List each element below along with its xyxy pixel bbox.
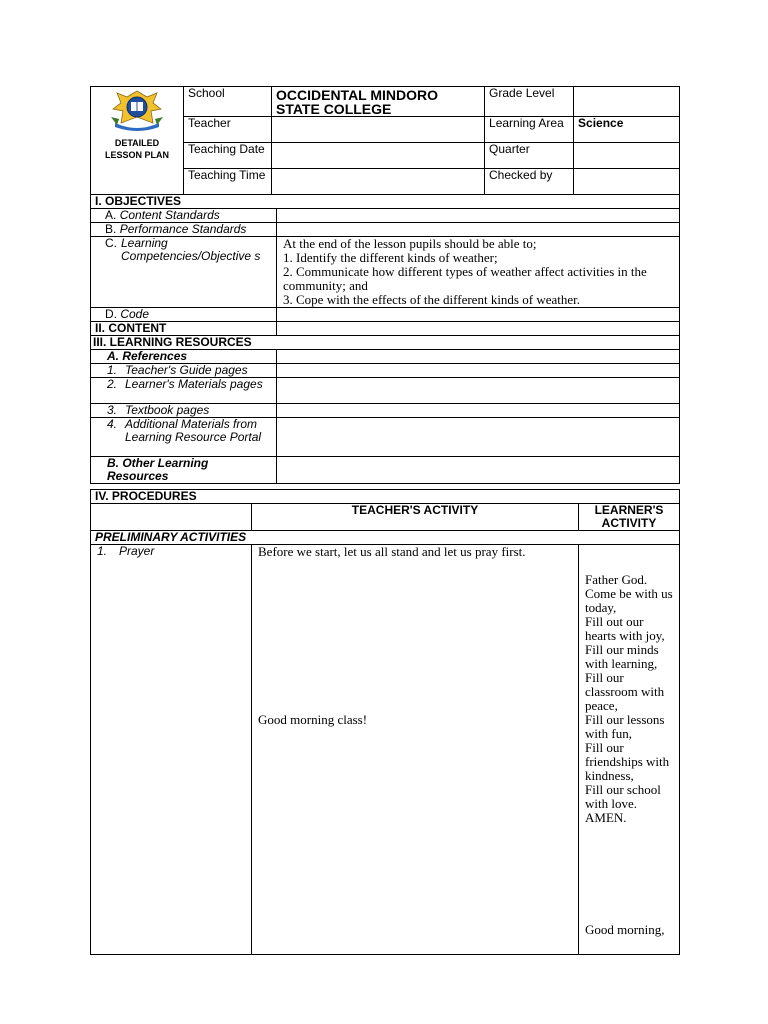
learning-competencies-label: [91, 237, 277, 308]
item-text: Textbook pages: [125, 403, 210, 417]
performance-standards-value[interactable]: [277, 223, 680, 237]
teachers-guide-label: [91, 364, 277, 378]
code-value[interactable]: [277, 308, 680, 322]
content-standards-label: [91, 209, 277, 223]
item-number: 1.: [107, 363, 118, 377]
teacher-prayer-instruction: Before we start, let us all stand and let us pray first.: [258, 544, 526, 559]
teachers-activity-cell: [252, 545, 579, 955]
item-text: Additional Materials from Learning Resource Portal: [125, 417, 262, 444]
references-value[interactable]: [277, 350, 680, 364]
learning-resources-heading: III. LEARNING RESOURCES: [91, 336, 680, 350]
teachers-activity-header: TEACHER'S ACTIVITY: [252, 504, 579, 531]
learners-activity-cell: [579, 545, 680, 955]
objectives-intro: At the end of the lesson pupils should be able to;: [283, 236, 537, 251]
performance-standards-label: [91, 223, 277, 237]
grade-level-label: Grade Level: [485, 87, 574, 117]
teaching-date-label: Teaching Date: [184, 143, 272, 169]
procedures-table: [90, 489, 680, 955]
performance-standards-prefix: B.: [105, 222, 117, 236]
references-label: A. References: [91, 350, 277, 364]
other-resources-label: [91, 457, 277, 484]
learning-competencies-value[interactable]: [277, 237, 680, 308]
objective-item-3: 3. Cope with the effects of the different kinds of weather.: [283, 292, 580, 307]
logo-caption-line2: LESSON PLAN: [104, 150, 169, 160]
item-text: Learner's Materials pages: [125, 377, 263, 391]
lesson-plan-table: [90, 86, 680, 484]
school-value: OCCIDENTAL MINDORO STATE COLLEGE: [272, 87, 485, 117]
college-seal-icon: [107, 89, 167, 133]
quarter-label: Quarter: [485, 143, 574, 169]
teacher-value[interactable]: [272, 117, 485, 143]
other-resources-value[interactable]: [277, 457, 680, 484]
learning-competencies-prefix: C.: [105, 236, 117, 250]
textbook-pages-label: [91, 404, 277, 418]
objective-item-2: 2. Communicate how different types of weather affect activities in the community; and: [283, 264, 647, 293]
grade-level-value[interactable]: [574, 87, 680, 117]
step-number: 1.: [97, 544, 108, 558]
item-number: 3.: [107, 403, 118, 417]
code-text: Code: [120, 307, 150, 321]
learning-area-label: Learning Area: [485, 117, 574, 143]
procedures-step-header: [91, 504, 252, 531]
item-number: 4.: [107, 417, 118, 431]
code-prefix: D.: [105, 307, 117, 321]
performance-standards-text: Performance Standards: [119, 222, 247, 236]
textbook-pages-value[interactable]: [277, 404, 680, 418]
additional-materials-label: [91, 418, 277, 457]
content-standards-value[interactable]: [277, 209, 680, 223]
objective-item-1: 1. Identify the different kinds of weather;: [283, 250, 498, 265]
quarter-value[interactable]: [574, 143, 680, 169]
teacher-label: Teacher: [184, 117, 272, 143]
logo-cell: [91, 87, 184, 195]
learners-activity-header: LEARNER'S ACTIVITY: [579, 504, 680, 531]
objectives-heading: I. OBJECTIVES: [91, 195, 680, 209]
item-number: 2.: [107, 377, 118, 391]
teaching-time-label: Teaching Time: [184, 169, 272, 195]
teachers-guide-value[interactable]: [277, 364, 680, 378]
content-value[interactable]: [277, 322, 680, 336]
other-resources-text: B. Other Learning Resources: [107, 456, 209, 483]
content-standards-prefix: A.: [105, 208, 117, 222]
preliminary-activities-heading: PRELIMINARY ACTIVITIES: [91, 531, 680, 545]
procedures-heading: IV. PROCEDURES: [91, 490, 680, 504]
teacher-greeting: Good morning class!: [258, 712, 368, 727]
teaching-time-value[interactable]: [272, 169, 485, 195]
teaching-date-value[interactable]: [272, 143, 485, 169]
code-label: [91, 308, 277, 322]
learner-prayer: Father God. Come be with us today, Fill out our hearts with joy, Fill our minds with learning, Fill our classroom with peace, Fill our lessons with fun, Fill our friendships with kindness, Fill our school with love. AMEN.: [585, 572, 673, 825]
learners-materials-label: [91, 378, 277, 404]
content-heading: II. CONTENT: [91, 322, 277, 336]
school-label: School: [184, 87, 272, 117]
learners-materials-value[interactable]: [277, 378, 680, 404]
checked-by-value[interactable]: [574, 169, 680, 195]
additional-materials-value[interactable]: [277, 418, 680, 457]
learning-competencies-text: Learning Competencies/Objective s: [121, 236, 261, 263]
learner-greeting: Good morning,: [585, 922, 665, 937]
item-text: Teacher's Guide pages: [125, 363, 248, 377]
logo-caption-line1: DETAILED: [114, 138, 160, 148]
prayer-step-label: [91, 545, 252, 955]
checked-by-label: Checked by: [485, 169, 574, 195]
content-standards-text: Content Standards: [119, 208, 220, 222]
step-text: Prayer: [119, 544, 155, 558]
learning-area-value[interactable]: Science: [574, 117, 680, 143]
